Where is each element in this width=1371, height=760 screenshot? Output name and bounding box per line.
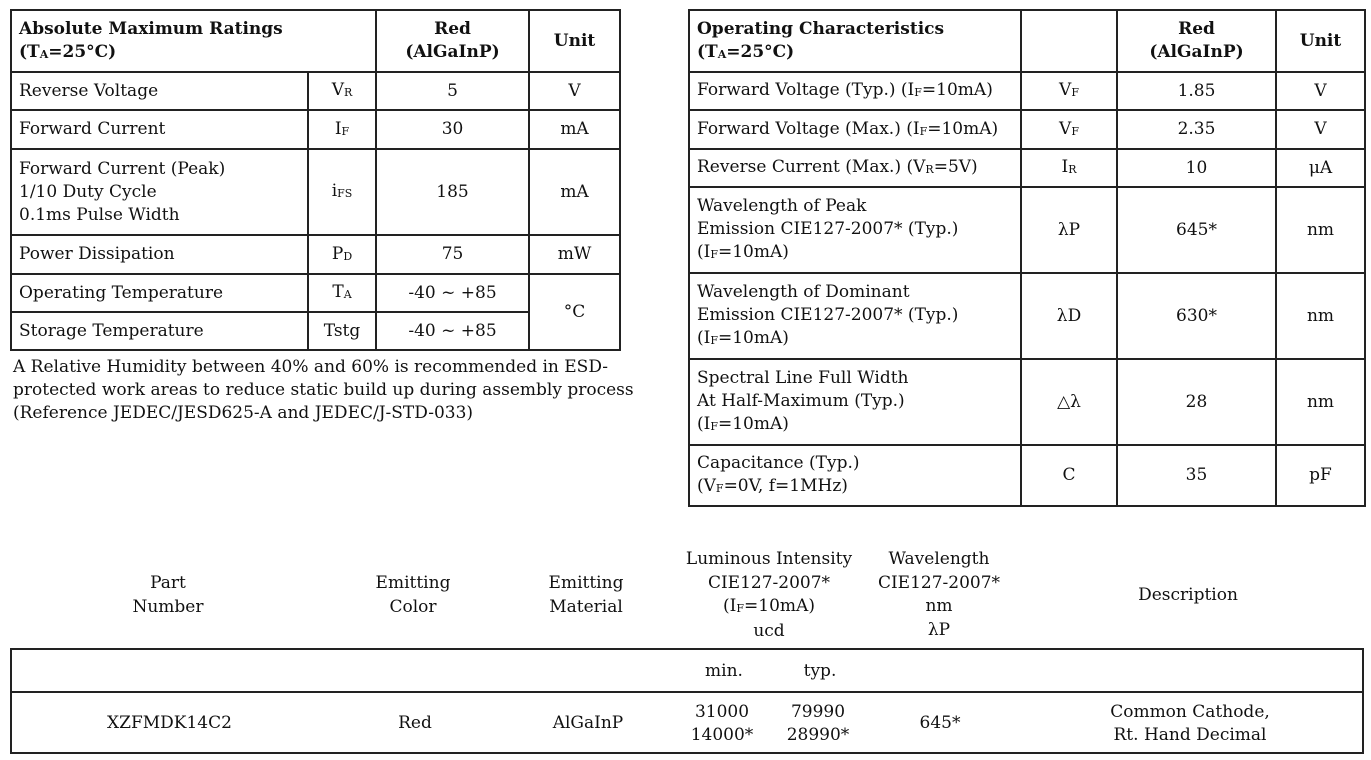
param-label: Operating Temperature	[11, 274, 308, 312]
description-header: Description	[1138, 585, 1238, 605]
wavelength-value: 645*	[919, 713, 961, 733]
param-symbol: λD	[1021, 273, 1117, 359]
param-value: -40 ~ +85	[376, 274, 529, 312]
op-char-symbol-header	[1021, 10, 1117, 72]
op-char-title-cell	[689, 10, 1021, 72]
wavelength-header: Wavelength CIE127-2007* nm λP	[877, 549, 1001, 640]
param-unit: pF	[1276, 445, 1365, 506]
luminous-intensity-header: Luminous Intensity CIE127-2007* $(I_F=10mA)$ ucd	[685, 549, 853, 641]
table-row	[11, 274, 620, 312]
material-value: AlGaInP	[552, 713, 624, 733]
param-unit: mA	[529, 149, 620, 235]
param-value: 30	[376, 110, 529, 149]
param-value: 645*	[1117, 187, 1276, 273]
param-unit: °C	[529, 274, 620, 350]
op-char-unit-header: Unit	[1276, 10, 1365, 72]
param-label: Capacitance (Typ.) ($V_F=0V$, f=1MHz)	[689, 445, 1021, 506]
param-value: 185	[376, 149, 529, 235]
operating-characteristics-table	[688, 9, 1366, 507]
param-unit: V	[529, 72, 620, 110]
table-row	[689, 110, 1365, 149]
param-value: 28	[1117, 359, 1276, 445]
param-label: Power Dissipation	[11, 235, 308, 274]
param-label: Forward Voltage (Typ.) $(I_F=10mA)$	[689, 72, 1021, 110]
param-unit: nm	[1276, 273, 1365, 359]
param-symbol: $i_{FS}$	[308, 149, 376, 235]
part-number-value: XZFMDK14C2	[107, 713, 232, 733]
param-label: Storage Temperature	[11, 312, 308, 350]
param-unit: nm	[1276, 187, 1365, 273]
abs-max-title: Absolute Maximum Ratings	[19, 18, 283, 39]
param-symbol: λP	[1021, 187, 1117, 273]
param-symbol: Tstg	[308, 312, 376, 350]
color-value: Red	[398, 713, 432, 733]
table-row	[11, 312, 620, 350]
typ-subheader: typ.	[803, 661, 837, 681]
param-label: Forward Current (Peak) 1/10 Duty Cycle 0.1ms Pulse Width	[11, 149, 308, 235]
min-values: 31000 14000*	[690, 702, 754, 745]
param-value: -40 ~ +85	[376, 312, 529, 350]
description-value: Common Cathode, Rt. Hand Decimal	[1110, 702, 1270, 745]
table-row	[689, 149, 1365, 187]
param-symbol: △λ	[1021, 359, 1117, 445]
abs-max-title-cell	[11, 10, 376, 72]
table-row	[11, 72, 620, 110]
table-row	[689, 359, 1365, 445]
param-symbol: $V_F$	[1021, 72, 1117, 110]
min-subheader: min.	[705, 661, 743, 681]
table-row	[11, 235, 620, 274]
param-label: Reverse Current (Max.) $(V_R=5V)$	[689, 149, 1021, 187]
op-char-condition: $(T_A=25^\circ C)$	[697, 41, 795, 62]
table-row	[689, 72, 1365, 110]
param-label: Wavelength of Dominant Emission CIE127-2007* (Typ.) $(I_F=10mA)$	[689, 273, 1021, 359]
param-symbol: $V_R$	[308, 72, 376, 110]
typ-values: 79990 28990*	[786, 702, 850, 745]
humidity-note: A Relative Humidity between 40% and 60% is recommended in ESD-protected work areas to reduce static build up during assembly process (Reference JEDEC/JESD625-A and JEDEC/J-STD-033)	[13, 357, 634, 423]
emitting-material-header: Emitting Material	[548, 573, 624, 617]
abs-max-unit-header: Unit	[529, 10, 620, 72]
param-value: 35	[1117, 445, 1276, 506]
param-label: Forward Current	[11, 110, 308, 149]
param-unit: mW	[529, 235, 620, 274]
param-label: Forward Voltage (Max.) $(I_F=10mA)$	[689, 110, 1021, 149]
op-char-red-header: Red (AlGaInP)	[1117, 10, 1276, 72]
param-unit: V	[1276, 110, 1365, 149]
abs-max-condition: $(T_A=25^\circ C)$	[19, 41, 117, 62]
param-symbol: $I_R$	[1021, 149, 1117, 187]
param-symbol: C	[1021, 445, 1117, 506]
table-row	[689, 187, 1365, 273]
param-value: 75	[376, 235, 529, 274]
table-row	[11, 110, 620, 149]
part-number-header: Part Number	[132, 573, 204, 617]
param-unit: nm	[1276, 359, 1365, 445]
param-symbol: $V_F$	[1021, 110, 1117, 149]
part-number-table	[10, 648, 1364, 754]
absolute-maximum-ratings-table	[10, 9, 621, 351]
emitting-color-header: Emitting Color	[375, 573, 451, 617]
param-symbol: $T_A$	[308, 274, 376, 312]
param-label: Spectral Line Full Width At Half-Maximum (Typ.) $(I_F=10mA)$	[689, 359, 1021, 445]
table-row	[11, 149, 620, 235]
param-label: Reverse Voltage	[11, 72, 308, 110]
param-label: Wavelength of Peak Emission CIE127-2007* (Typ.) $(I_F=10mA)$	[689, 187, 1021, 273]
divider	[12, 691, 1362, 693]
param-value: 630*	[1117, 273, 1276, 359]
param-unit: V	[1276, 72, 1365, 110]
table-row	[689, 445, 1365, 506]
param-value: 1.85	[1117, 72, 1276, 110]
param-unit: mA	[529, 110, 620, 149]
param-value: 5	[376, 72, 529, 110]
abs-max-red-header: Red (AlGaInP)	[376, 10, 529, 72]
table-row	[689, 273, 1365, 359]
param-value: 10	[1117, 149, 1276, 187]
param-symbol: $I_F$	[308, 110, 376, 149]
param-symbol: $P_D$	[308, 235, 376, 274]
param-value: 2.35	[1117, 110, 1276, 149]
op-char-title: Operating Characteristics	[697, 18, 945, 39]
param-unit: μA	[1276, 149, 1365, 187]
